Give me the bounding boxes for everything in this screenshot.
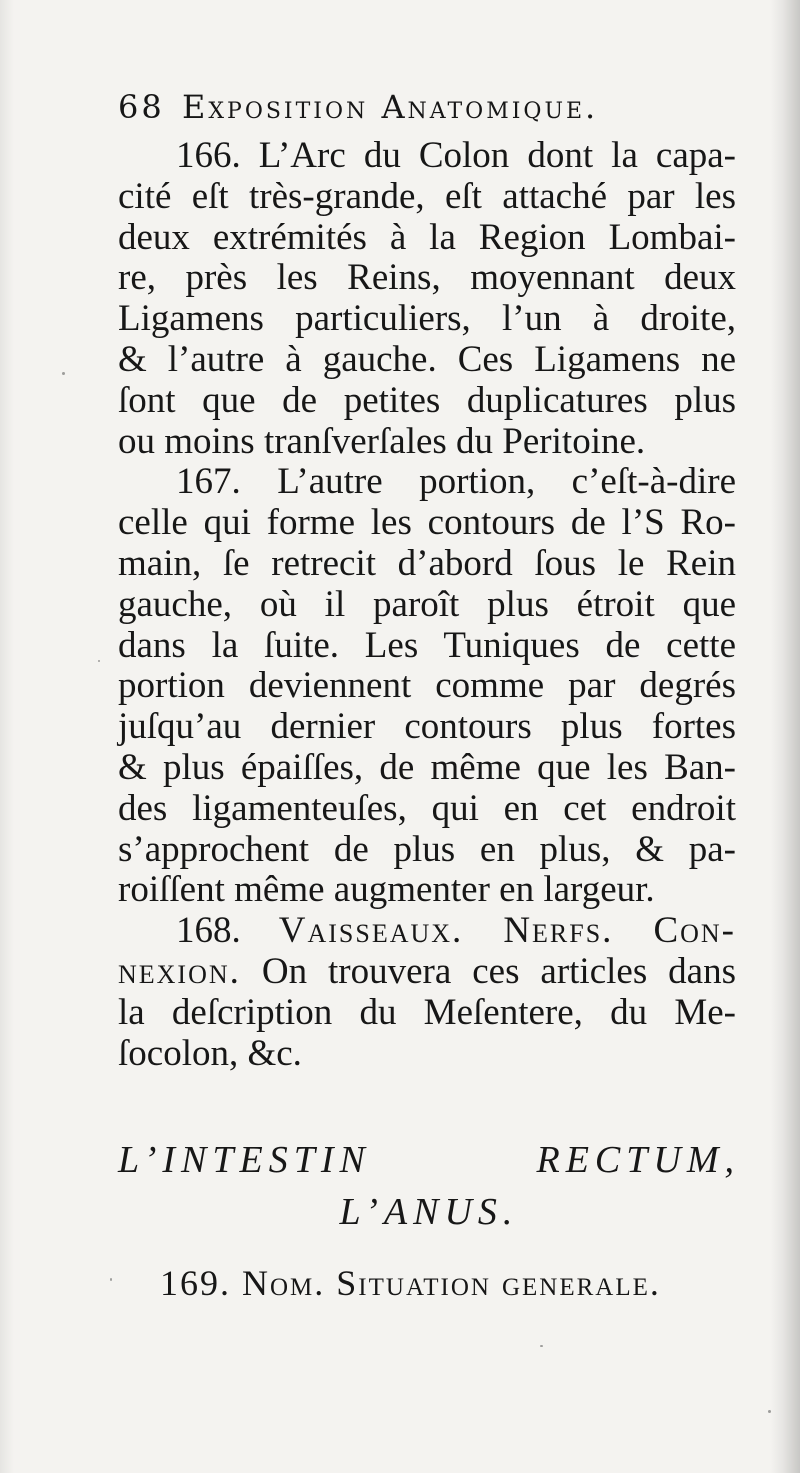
text-line: deux extrémités à la Region Lombai- xyxy=(118,216,736,258)
paragraph-169-heading: 169. Nom. Situation generale. xyxy=(160,1263,661,1303)
text-line: des ligamenteuſes, qui en cet endroit xyxy=(118,787,736,829)
body-text xyxy=(118,136,736,1074)
section-title-line-2: L’ANUS. xyxy=(339,1191,519,1233)
scan-speck xyxy=(540,1345,543,1347)
running-head-title: Exposition Anatomique. xyxy=(182,88,599,126)
paragraph-167 xyxy=(118,462,736,911)
text-line: & plus épaiſſes, de même que les Ban- xyxy=(118,746,736,788)
scan-speck xyxy=(98,660,100,662)
scan-speck xyxy=(768,1410,771,1413)
text-line: roiſſent même augmenter en largeur. xyxy=(118,869,655,911)
text-line: cité eſt très-grande, eſt attaché par les xyxy=(118,175,736,217)
text-line: ſocolon, &c. xyxy=(118,1032,302,1074)
text-line: re, près les Reins, moyennant deux xyxy=(118,257,736,299)
running-head xyxy=(118,88,718,126)
paragraph-heading: Vaisseaux. Nerfs. Con- xyxy=(278,910,736,952)
text-line: main, ſe retrecit d’abord ſous le Rein xyxy=(118,542,736,584)
text-line: ou moins tranſverſales du Peritoine. xyxy=(118,420,646,462)
text-line: juſqu’au dernier contours plus fortes xyxy=(118,706,736,748)
text-line: & l’autre à gauche. Ces Ligamens ne xyxy=(118,338,736,380)
section-title-line-1: L’INTESTIN RECTUM, xyxy=(118,1139,740,1181)
text-line: portion deviennent comme par degrés xyxy=(118,665,736,707)
page-spine-shadow xyxy=(770,0,800,1473)
page-left-edge-shadow xyxy=(0,0,14,1473)
paragraph-number: 168. xyxy=(176,910,241,952)
text-line xyxy=(118,952,736,993)
text-line: Ligamens particuliers, l’un à droite, xyxy=(118,298,736,340)
page-number: 68 xyxy=(118,88,165,126)
text-line: dans la ſuite. Les Tuniques de cette xyxy=(118,624,736,666)
paragraph-text: On trouvera ces articles dans xyxy=(261,950,737,992)
paragraph-heading-continued: nexion. xyxy=(118,950,241,992)
text-line: 167. L’autre portion, c’eſt-à-dire xyxy=(176,461,736,503)
section-title xyxy=(118,1134,740,1238)
text-line: gauche, où il paroît plus étroit que xyxy=(118,583,736,625)
text-line xyxy=(118,911,736,952)
paragraph-168 xyxy=(118,911,736,1074)
scan-speck xyxy=(110,1278,112,1281)
scan-speck xyxy=(62,372,65,375)
paragraph-166 xyxy=(118,136,736,462)
text-line: celle qui forme les contours de l’S Ro- xyxy=(118,502,736,544)
text-line: s’approchent de plus en plus, & pa- xyxy=(118,828,736,870)
text-line: 166. L’Arc du Colon dont la capa- xyxy=(176,135,736,176)
text-line: ſont que de petites duplicatures plus xyxy=(118,379,736,421)
text-line: la deſcription du Meſentere, du Me- xyxy=(118,991,736,1033)
